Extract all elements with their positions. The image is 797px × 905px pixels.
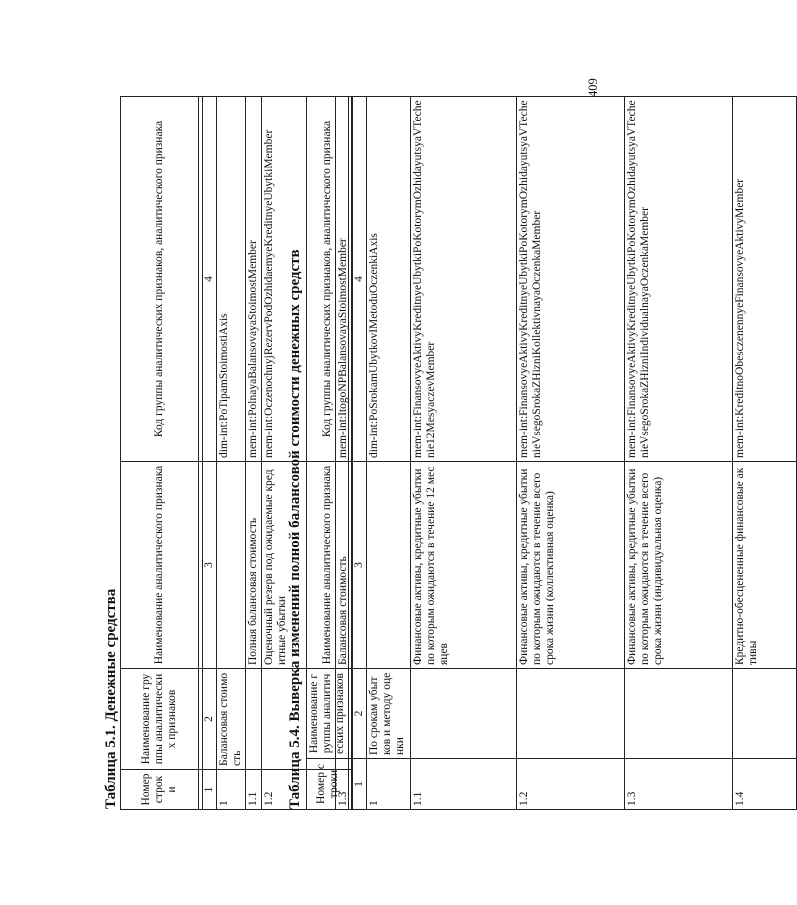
table-header-row: [307, 97, 349, 810]
header-code: Код группы аналитических признаков, аналитического признака: [307, 97, 349, 462]
row-group: По срокам убытков и методу оценки: [367, 669, 411, 759]
table-5-4: [306, 96, 797, 810]
column-number: 2: [203, 669, 217, 770]
row-name: [367, 462, 411, 669]
row-group: [517, 669, 625, 759]
row-code: mem-int:FinansovyeAktivyKreditnyeUbytkiPoKotorymOzhidayutsyaVTechenieVsegoSrokaZHizniKollektivnayaOczenkaMember: [517, 97, 625, 462]
row-group: [733, 669, 797, 759]
row-code: dim-int:PoTipamStoimostiAxis: [217, 97, 246, 462]
row-number: 1.1: [246, 770, 262, 810]
row-number: 1.2: [262, 770, 336, 810]
column-number: 3: [353, 462, 367, 669]
row-number: 1.4: [733, 759, 797, 810]
column-number: 2: [353, 669, 367, 759]
table-5-1-caption: Таблица 5.1. Денежные средства: [103, 588, 119, 809]
table-5-4-caption: Таблица 5.4. Выверка изменений полной балансовой стоимости денежных средств: [287, 249, 303, 809]
row-number: 1.3: [625, 759, 733, 810]
header-group-name: Наименование группы аналитических признаков: [307, 669, 349, 759]
row-number: 1: [217, 770, 246, 810]
page-number: 409: [586, 78, 600, 97]
row-code: mem-int:FinansovyeAktivyKreditnyeUbytkiPoKotorymOzhidayutsyaVTechenie12MesyaczevMember: [411, 97, 517, 462]
row-number: 1.3: [336, 770, 352, 810]
row-name: Балансовая стоимость: [336, 462, 352, 669]
row-code: mem-int:PolnayaBalansovayaStoimostMember: [246, 97, 262, 462]
header-row-number: Номер строки: [121, 770, 199, 810]
header-row-number: Номер строки: [307, 759, 349, 810]
table-header-row: [121, 97, 199, 810]
table-row: [217, 97, 246, 810]
column-number: 3: [203, 462, 217, 669]
column-number: 1: [353, 759, 367, 810]
column-number: 4: [353, 97, 367, 462]
row-name: [217, 462, 246, 669]
row-number: 1.1: [411, 759, 517, 810]
row-name: Финансовые активы, кредитные убытки по которым ожидаются в течение 12 месяцев: [411, 462, 517, 669]
table-row: [517, 97, 625, 810]
row-code: mem-int:KreditnoObesczenennyeFinansovyeAktivyMember: [733, 97, 797, 462]
row-name: Полная балансовая стоимость: [246, 462, 262, 669]
column-number-row: [353, 97, 367, 810]
row-name: Кредитно-обесцененные финансовые активы: [733, 462, 797, 669]
table-row: [367, 97, 411, 810]
row-code: dim-int:PoSrokamUbytkovIMetoduOczenkiAxis: [367, 97, 411, 462]
header-group-name: Наименование группы аналитических признаков: [121, 669, 199, 770]
table-row: [246, 97, 262, 810]
header-attribute-name: Наименование аналитического признака: [121, 462, 199, 669]
row-name: Финансовые активы, кредитные убытки по которым ожидаются в течение всего срока жизни (индивидуальная оценка): [625, 462, 733, 669]
row-code: mem-int:OczenochnyjRezervPodOzhidaemyeKreditnyeUbytkiMember: [262, 97, 336, 462]
table-row: [625, 97, 733, 810]
row-name: Финансовые активы, кредитные убытки по которым ожидаются в течение всего срока жизни (коллективная оценка): [517, 462, 625, 669]
row-number: 1.2: [517, 759, 625, 810]
table-row: [733, 97, 797, 810]
row-group: Балансовая стоимость: [217, 669, 246, 770]
row-name: Оценочный резерв под ожидаемые кредитные убытки: [262, 462, 336, 669]
header-code: Код группы аналитических признаков, аналитического признака: [121, 97, 199, 462]
row-code: mem-int:ItogoNPBalansovayaStoimostMember: [336, 97, 352, 462]
row-group: [625, 669, 733, 759]
column-number-row: [203, 97, 217, 810]
row-number: 1: [367, 759, 411, 810]
row-group: [411, 669, 517, 759]
table-row: [411, 97, 517, 810]
column-number: 4: [203, 97, 217, 462]
row-code: mem-int:FinansovyeAktivyKreditnyeUbytkiPoKotorymOzhidayutsyaVTechenieVsegoSrokaZHizniIndividualnayaOczenkaMember: [625, 97, 733, 462]
header-attribute-name: Наименование аналитического признака: [307, 462, 349, 669]
row-group: [246, 669, 262, 770]
column-number: 1: [203, 770, 217, 810]
